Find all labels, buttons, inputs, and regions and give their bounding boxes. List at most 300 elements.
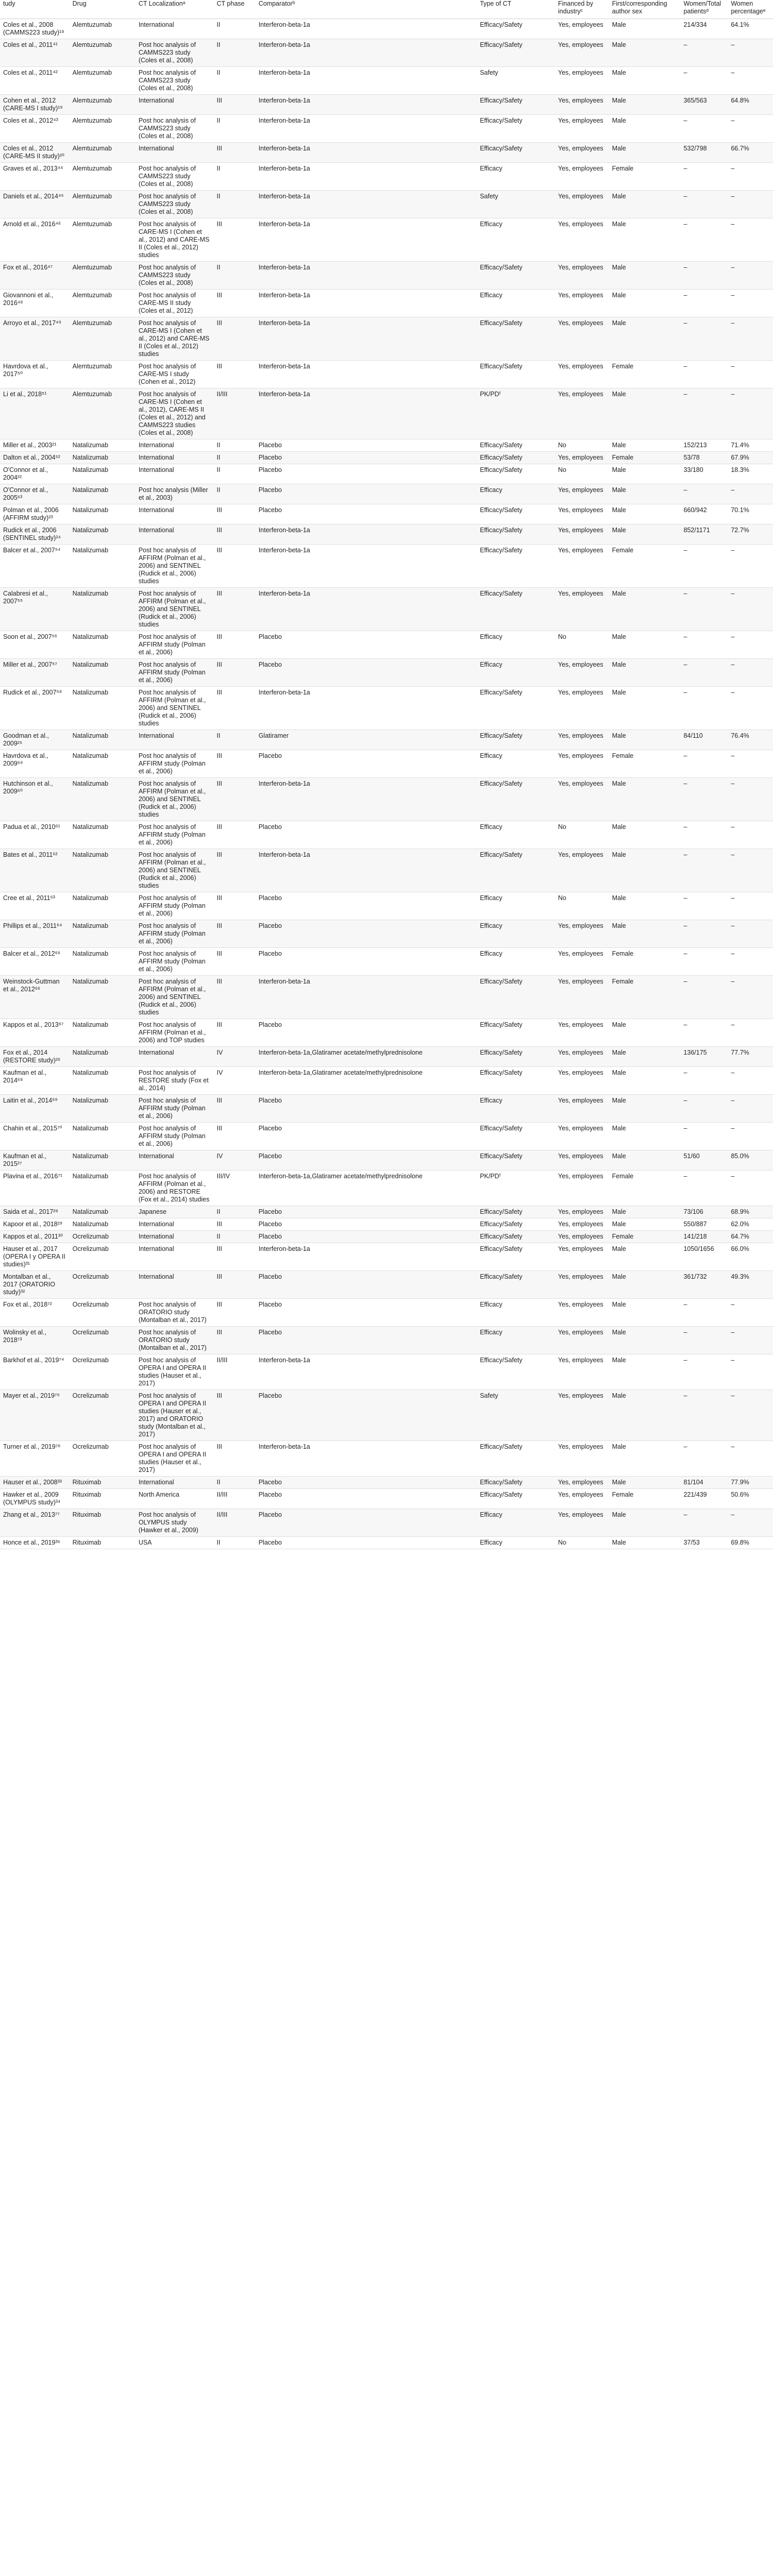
table-row <box>0 1218 773 1231</box>
cell-study: Cree et al., 2011⁶³ <box>0 892 70 920</box>
cell-ct-localization: International <box>136 1243 214 1271</box>
cell-drug: Natalizumab <box>70 948 136 976</box>
cell-ct-localization: Post hoc analysis of OPERA I and OPERA II studies (Hauser et al., 2017) <box>136 1441 214 1477</box>
cell-ct-phase: III <box>214 892 256 920</box>
cell-women-percentage: – <box>728 39 773 67</box>
cell-ct-type: Efficacy <box>477 1095 555 1123</box>
cell-industry-financing: Yes, employees <box>555 588 609 631</box>
cell-women-total: – <box>680 920 728 948</box>
cell-women-total: – <box>680 659 728 687</box>
cell-women-percentage: – <box>728 1171 773 1206</box>
cell-women-total: – <box>680 317 728 361</box>
cell-women-total: – <box>680 218 728 262</box>
cell-comparator: Interferon-beta-1a,Glatiramer acetate/methylprednisolone <box>256 1047 477 1067</box>
cell-women-total: 81/104 <box>680 1477 728 1489</box>
cell-study: Wolinsky et al., 2018⁷³ <box>0 1327 70 1354</box>
cell-ct-localization: Post hoc analysis of AFFIRM (Polman et al., 2006) and SENTINEL (Rudick et al., 2006) studies <box>136 687 214 730</box>
cell-women-percentage: – <box>728 1327 773 1354</box>
cell-ct-phase: II <box>214 730 256 750</box>
cell-women-percentage: – <box>728 849 773 892</box>
cell-ct-phase: III <box>214 948 256 976</box>
cell-comparator: Interferon-beta-1a <box>256 218 477 262</box>
cell-study: Miller et al., 2007⁵⁷ <box>0 659 70 687</box>
cell-comparator: Interferon-beta-1a <box>256 849 477 892</box>
cell-comparator: Interferon-beta-1a <box>256 115 477 143</box>
cell-study: Havrdova et al., 2009⁵⁹ <box>0 750 70 778</box>
cell-ct-localization: International <box>136 1231 214 1243</box>
cell-comparator: Interferon-beta-1a <box>256 388 477 439</box>
cell-comparator: Glatiramer <box>256 730 477 750</box>
cell-women-total: – <box>680 892 728 920</box>
cell-industry-financing: No <box>555 631 609 659</box>
cell-drug: Ocrelizumab <box>70 1390 136 1441</box>
cell-industry-financing: Yes, employees <box>555 290 609 317</box>
cell-ct-type: PK/PDᶠ <box>477 388 555 439</box>
cell-ct-phase: IV <box>214 1150 256 1171</box>
cell-women-percentage: 18.3% <box>728 464 773 484</box>
cell-comparator: Interferon-beta-1a <box>256 687 477 730</box>
cell-industry-financing: Yes, employees <box>555 687 609 730</box>
cell-women-percentage: – <box>728 67 773 95</box>
cell-author-sex: Male <box>609 1095 681 1123</box>
cell-women-total: – <box>680 1390 728 1441</box>
cell-author-sex: Male <box>609 1509 681 1537</box>
cell-comparator: Placebo <box>256 1095 477 1123</box>
cell-women-total: – <box>680 1067 728 1095</box>
cell-study: Coles et al., 2011⁴² <box>0 67 70 95</box>
cell-drug: Natalizumab <box>70 1123 136 1150</box>
cell-women-percentage: – <box>728 778 773 821</box>
cell-study: Coles et al., 2012 (CARE-MS II study)²⁰ <box>0 143 70 163</box>
cell-drug: Rituximab <box>70 1537 136 1549</box>
cell-ct-phase: III <box>214 361 256 388</box>
cell-author-sex: Male <box>609 1047 681 1067</box>
cell-comparator: Placebo <box>256 1390 477 1441</box>
cell-ct-type: Efficacy <box>477 948 555 976</box>
cell-drug: Alemtuzumab <box>70 143 136 163</box>
cell-ct-localization: International <box>136 524 214 545</box>
table-row <box>0 1390 773 1441</box>
cell-ct-phase: II <box>214 191 256 218</box>
cell-industry-financing: Yes, employees <box>555 19 609 39</box>
cell-ct-type: Efficacy/Safety <box>477 778 555 821</box>
cell-ct-localization: International <box>136 1150 214 1171</box>
table-row <box>0 631 773 659</box>
cell-ct-localization: Post hoc analysis of AFFIRM study (Polman et al., 2006) <box>136 892 214 920</box>
cell-drug: Natalizumab <box>70 631 136 659</box>
cell-ct-type: Efficacy/Safety <box>477 1218 555 1231</box>
cell-drug: Ocrelizumab <box>70 1441 136 1477</box>
cell-ct-type: Efficacy/Safety <box>477 464 555 484</box>
cell-women-total: – <box>680 1019 728 1047</box>
cell-author-sex: Male <box>609 218 681 262</box>
cell-industry-financing: Yes, employees <box>555 115 609 143</box>
table-row <box>0 262 773 290</box>
table-row <box>0 464 773 484</box>
cell-industry-financing: Yes, employees <box>555 1019 609 1047</box>
cell-industry-financing: Yes, employees <box>555 1441 609 1477</box>
cell-study: Li et al., 2018⁵¹ <box>0 388 70 439</box>
cell-author-sex: Female <box>609 976 681 1019</box>
cell-women-percentage: – <box>728 588 773 631</box>
cell-study: Kaufman et al., 2015²⁷ <box>0 1150 70 1171</box>
cell-author-sex: Male <box>609 524 681 545</box>
cell-author-sex: Male <box>609 892 681 920</box>
cell-ct-localization: Post hoc analysis of AFFIRM (Polman et al., 2006) and TOP studies <box>136 1019 214 1047</box>
cell-women-percentage: – <box>728 218 773 262</box>
cell-women-total: – <box>680 484 728 504</box>
cell-ct-phase: III <box>214 524 256 545</box>
cell-drug: Ocrelizumab <box>70 1231 136 1243</box>
cell-ct-type: Efficacy/Safety <box>477 262 555 290</box>
cell-women-total: 365/563 <box>680 95 728 115</box>
cell-ct-localization: International <box>136 1271 214 1299</box>
cell-ct-type: Efficacy/Safety <box>477 545 555 588</box>
table-row <box>0 821 773 849</box>
cell-study: Balcer et al., 2012⁶⁵ <box>0 948 70 976</box>
cell-ct-type: Safety <box>477 191 555 218</box>
cell-comparator: Placebo <box>256 1218 477 1231</box>
cell-author-sex: Female <box>609 452 681 464</box>
cell-industry-financing: Yes, employees <box>555 504 609 524</box>
cell-women-total: 33/180 <box>680 464 728 484</box>
cell-women-percentage: 72.7% <box>728 524 773 545</box>
cell-ct-phase: IV <box>214 1067 256 1095</box>
cell-comparator: Interferon-beta-1a <box>256 19 477 39</box>
cell-author-sex: Male <box>609 1327 681 1354</box>
cell-ct-phase: III <box>214 290 256 317</box>
cell-industry-financing: Yes, employees <box>555 1271 609 1299</box>
cell-comparator: Placebo <box>256 1537 477 1549</box>
cell-industry-financing: Yes, employees <box>555 545 609 588</box>
cell-women-percentage: – <box>728 1019 773 1047</box>
cell-study: Fox et al., 2016⁴⁷ <box>0 262 70 290</box>
cell-study: O'Connor et al., 2005⁵³ <box>0 484 70 504</box>
column-header-author-sex: First/corresponding author sex <box>609 0 681 19</box>
table-row <box>0 976 773 1019</box>
cell-industry-financing: Yes, employees <box>555 143 609 163</box>
cell-women-total: – <box>680 1095 728 1123</box>
cell-ct-type: Efficacy/Safety <box>477 730 555 750</box>
cell-women-total: – <box>680 687 728 730</box>
cell-women-total: – <box>680 262 728 290</box>
cell-study: Saida et al., 2017²⁸ <box>0 1206 70 1218</box>
cell-industry-financing: Yes, employees <box>555 730 609 750</box>
column-header-study: tudy <box>0 0 70 19</box>
cell-ct-phase: III <box>214 1299 256 1327</box>
cell-study: Hutchinson et al., 2009⁶⁰ <box>0 778 70 821</box>
cell-ct-localization: Post hoc analysis of AFFIRM study (Polman et al., 2006) <box>136 948 214 976</box>
cell-comparator: Placebo <box>256 1150 477 1171</box>
table-row <box>0 730 773 750</box>
table-row <box>0 163 773 191</box>
cell-study: Arroyo et al., 2017⁴⁹ <box>0 317 70 361</box>
cell-women-percentage: 50.6% <box>728 1489 773 1509</box>
cell-drug: Natalizumab <box>70 1171 136 1206</box>
cell-industry-financing: Yes, employees <box>555 218 609 262</box>
cell-women-percentage: – <box>728 361 773 388</box>
table-row <box>0 1509 773 1537</box>
cell-ct-phase: III <box>214 1123 256 1150</box>
cell-comparator: Interferon-beta-1a <box>256 317 477 361</box>
cell-author-sex: Male <box>609 1354 681 1390</box>
cell-ct-localization: USA <box>136 1537 214 1549</box>
table-row <box>0 1299 773 1327</box>
cell-ct-phase: III <box>214 750 256 778</box>
cell-ct-type: Efficacy <box>477 821 555 849</box>
cell-ct-type: Efficacy/Safety <box>477 588 555 631</box>
cell-industry-financing: Yes, employees <box>555 1047 609 1067</box>
cell-drug: Natalizumab <box>70 452 136 464</box>
cell-ct-localization: International <box>136 1218 214 1231</box>
cell-comparator: Placebo <box>256 1327 477 1354</box>
cell-ct-type: Efficacy/Safety <box>477 1243 555 1271</box>
cell-author-sex: Male <box>609 778 681 821</box>
table-row <box>0 504 773 524</box>
cell-women-total: – <box>680 39 728 67</box>
table-row <box>0 115 773 143</box>
cell-drug: Natalizumab <box>70 439 136 452</box>
cell-ct-phase: III <box>214 1243 256 1271</box>
cell-ct-localization: Post hoc analysis of AFFIRM (Polman et al., 2006) and SENTINEL (Rudick et al., 2006) studies <box>136 588 214 631</box>
table-row <box>0 143 773 163</box>
table-row <box>0 452 773 464</box>
table-row <box>0 1123 773 1150</box>
cell-comparator: Interferon-beta-1a <box>256 1243 477 1271</box>
cell-study: Daniels et al., 2014⁴⁵ <box>0 191 70 218</box>
cell-ct-phase: III <box>214 976 256 1019</box>
cell-ct-type: Efficacy <box>477 1537 555 1549</box>
cell-author-sex: Male <box>609 115 681 143</box>
cell-study: Giovannoni et al., 2016⁴⁸ <box>0 290 70 317</box>
table-row <box>0 1243 773 1271</box>
table-row <box>0 1047 773 1067</box>
cell-ct-phase: III <box>214 143 256 163</box>
cell-study: Laitin et al., 2014⁶⁹ <box>0 1095 70 1123</box>
cell-ct-phase: III <box>214 1441 256 1477</box>
cell-women-total: 1050/1656 <box>680 1243 728 1271</box>
cell-industry-financing: Yes, employees <box>555 262 609 290</box>
cell-drug: Natalizumab <box>70 484 136 504</box>
table-row <box>0 1354 773 1390</box>
cell-ct-type: Efficacy/Safety <box>477 1477 555 1489</box>
cell-study: Turner et al., 2019⁷⁶ <box>0 1441 70 1477</box>
cell-comparator: Interferon-beta-1a <box>256 524 477 545</box>
cell-industry-financing: Yes, employees <box>555 1095 609 1123</box>
cell-author-sex: Male <box>609 1299 681 1327</box>
cell-ct-localization: International <box>136 1477 214 1489</box>
cell-ct-phase: III <box>214 504 256 524</box>
column-header-ct-type: Type of CT <box>477 0 555 19</box>
cell-author-sex: Male <box>609 1150 681 1171</box>
cell-comparator: Interferon-beta-1a <box>256 545 477 588</box>
cell-comparator: Interferon-beta-1a <box>256 262 477 290</box>
cell-comparator: Interferon-beta-1a <box>256 191 477 218</box>
cell-industry-financing: Yes, employees <box>555 317 609 361</box>
cell-industry-financing: Yes, employees <box>555 1489 609 1509</box>
table-row <box>0 545 773 588</box>
cell-drug: Natalizumab <box>70 1095 136 1123</box>
cell-industry-financing: Yes, employees <box>555 1231 609 1243</box>
cell-industry-financing: No <box>555 821 609 849</box>
cell-women-percentage: – <box>728 262 773 290</box>
cell-study: Arnold et al., 2016⁴⁶ <box>0 218 70 262</box>
cell-ct-localization: Post hoc analysis of AFFIRM study (Polman et al., 2006) <box>136 920 214 948</box>
table-header <box>0 0 773 19</box>
cell-ct-type: PK/PDᶠ <box>477 1171 555 1206</box>
cell-ct-type: Efficacy/Safety <box>477 317 555 361</box>
cell-women-percentage: – <box>728 821 773 849</box>
cell-drug: Natalizumab <box>70 1067 136 1095</box>
cell-drug: Ocrelizumab <box>70 1243 136 1271</box>
cell-industry-financing: Yes, employees <box>555 388 609 439</box>
table-row <box>0 1171 773 1206</box>
table-row <box>0 1095 773 1123</box>
cell-ct-type: Efficacy <box>477 1509 555 1537</box>
cell-author-sex: Male <box>609 1019 681 1047</box>
cell-ct-phase: II/III <box>214 388 256 439</box>
cell-ct-phase: III <box>214 631 256 659</box>
cell-women-total: 852/1171 <box>680 524 728 545</box>
cell-author-sex: Male <box>609 1390 681 1441</box>
cell-industry-financing: Yes, employees <box>555 1218 609 1231</box>
cell-women-percentage: – <box>728 1299 773 1327</box>
table-row <box>0 388 773 439</box>
cell-ct-phase: III/IV <box>214 1171 256 1206</box>
cell-comparator: Interferon-beta-1a <box>256 1441 477 1477</box>
cell-ct-phase: III <box>214 95 256 115</box>
cell-author-sex: Male <box>609 1441 681 1477</box>
cell-ct-localization: International <box>136 143 214 163</box>
cell-women-total: 221/439 <box>680 1489 728 1509</box>
cell-ct-type: Efficacy/Safety <box>477 524 555 545</box>
cell-ct-type: Efficacy <box>477 920 555 948</box>
cell-ct-localization: Post hoc analysis of OPERA I and OPERA II studies (Hauser et al., 2017) <box>136 1354 214 1390</box>
cell-drug: Rituximab <box>70 1489 136 1509</box>
cell-women-percentage: – <box>728 892 773 920</box>
cell-author-sex: Male <box>609 631 681 659</box>
cell-ct-localization: Post hoc analysis of CAMMS223 study (Coles et al., 2008) <box>136 163 214 191</box>
cell-women-percentage: – <box>728 1123 773 1150</box>
table-row <box>0 750 773 778</box>
cell-industry-financing: Yes, employees <box>555 39 609 67</box>
cell-author-sex: Male <box>609 1206 681 1218</box>
cell-women-total: – <box>680 67 728 95</box>
cell-author-sex: Male <box>609 1067 681 1095</box>
table-row <box>0 1231 773 1243</box>
cell-women-total: – <box>680 1327 728 1354</box>
cell-industry-financing: Yes, employees <box>555 778 609 821</box>
cell-ct-phase: II <box>214 1206 256 1218</box>
cell-study: Honce et al., 2019³⁵ <box>0 1537 70 1549</box>
cell-industry-financing: Yes, employees <box>555 1150 609 1171</box>
cell-industry-financing: Yes, employees <box>555 484 609 504</box>
cell-ct-phase: III <box>214 1390 256 1441</box>
cell-women-percentage: 77.7% <box>728 1047 773 1067</box>
cell-ct-phase: II/III <box>214 1354 256 1390</box>
cell-women-percentage: – <box>728 1067 773 1095</box>
cell-author-sex: Male <box>609 439 681 452</box>
cell-women-total: 51/60 <box>680 1150 728 1171</box>
cell-author-sex: Male <box>609 191 681 218</box>
cell-author-sex: Female <box>609 1231 681 1243</box>
cell-ct-localization: Post hoc analysis of AFFIRM (Polman et al., 2006) and SENTINEL (Rudick et al., 2006) studies <box>136 778 214 821</box>
table-row <box>0 317 773 361</box>
cell-drug: Natalizumab <box>70 1206 136 1218</box>
cell-study: Fox et al., 2018⁷² <box>0 1299 70 1327</box>
cell-industry-financing: Yes, employees <box>555 452 609 464</box>
cell-comparator: Placebo <box>256 821 477 849</box>
cell-industry-financing: Yes, employees <box>555 1477 609 1489</box>
table-row <box>0 1019 773 1047</box>
cell-ct-type: Efficacy/Safety <box>477 1150 555 1171</box>
cell-drug: Natalizumab <box>70 687 136 730</box>
cell-drug: Natalizumab <box>70 1019 136 1047</box>
cell-comparator: Placebo <box>256 1477 477 1489</box>
table-row <box>0 588 773 631</box>
cell-ct-localization: International <box>136 452 214 464</box>
cell-ct-localization: Post hoc analysis of AFFIRM (Polman et al., 2006) and RESTORE (Fox et al., 2014) studies <box>136 1171 214 1206</box>
cell-study: Kappos et al., 2011³⁰ <box>0 1231 70 1243</box>
cell-comparator: Interferon-beta-1a <box>256 67 477 95</box>
cell-drug: Natalizumab <box>70 892 136 920</box>
cell-industry-financing: Yes, employees <box>555 1354 609 1390</box>
cell-industry-financing: No <box>555 439 609 452</box>
cell-women-total: 152/213 <box>680 439 728 452</box>
cell-study: Rudick et al., 2007⁵⁸ <box>0 687 70 730</box>
cell-study: Graves et al., 2013⁴⁴ <box>0 163 70 191</box>
cell-author-sex: Male <box>609 588 681 631</box>
table-row <box>0 948 773 976</box>
cell-drug: Natalizumab <box>70 1150 136 1171</box>
cell-drug: Natalizumab <box>70 1047 136 1067</box>
cell-ct-type: Efficacy/Safety <box>477 1067 555 1095</box>
cell-author-sex: Male <box>609 317 681 361</box>
cell-women-percentage: – <box>728 1095 773 1123</box>
column-header-ct-localization: CT Localizationᵃ <box>136 0 214 19</box>
cell-ct-type: Safety <box>477 1390 555 1441</box>
cell-industry-financing: Yes, employees <box>555 1123 609 1150</box>
cell-ct-phase: III <box>214 1095 256 1123</box>
cell-women-total: – <box>680 948 728 976</box>
cell-industry-financing: Yes, employees <box>555 67 609 95</box>
cell-study: Coles et al., 2012⁴³ <box>0 115 70 143</box>
cell-author-sex: Male <box>609 464 681 484</box>
cell-ct-type: Efficacy/Safety <box>477 1271 555 1299</box>
cell-ct-phase: II <box>214 464 256 484</box>
cell-ct-type: Efficacy/Safety <box>477 1441 555 1477</box>
cell-study: Coles et al., 2008 (CAMMS223 study)¹⁸ <box>0 19 70 39</box>
cell-industry-financing: Yes, employees <box>555 1243 609 1271</box>
cell-ct-localization: International <box>136 730 214 750</box>
table-row <box>0 484 773 504</box>
cell-drug: Alemtuzumab <box>70 163 136 191</box>
cell-study: Polman et al., 2006 (AFFIRM study)²³ <box>0 504 70 524</box>
cell-comparator: Interferon-beta-1a <box>256 1354 477 1390</box>
cell-comparator: Placebo <box>256 892 477 920</box>
cell-women-total: 660/942 <box>680 504 728 524</box>
cell-study: Zhang et al., 2013⁷⁷ <box>0 1509 70 1537</box>
cell-comparator: Placebo <box>256 1271 477 1299</box>
cell-women-total: – <box>680 1123 728 1150</box>
cell-drug: Alemtuzumab <box>70 67 136 95</box>
cell-author-sex: Male <box>609 1537 681 1549</box>
cell-drug: Alemtuzumab <box>70 361 136 388</box>
cell-ct-phase: II <box>214 39 256 67</box>
cell-ct-phase: III <box>214 1271 256 1299</box>
cell-ct-phase: III <box>214 218 256 262</box>
cell-ct-type: Efficacy/Safety <box>477 19 555 39</box>
